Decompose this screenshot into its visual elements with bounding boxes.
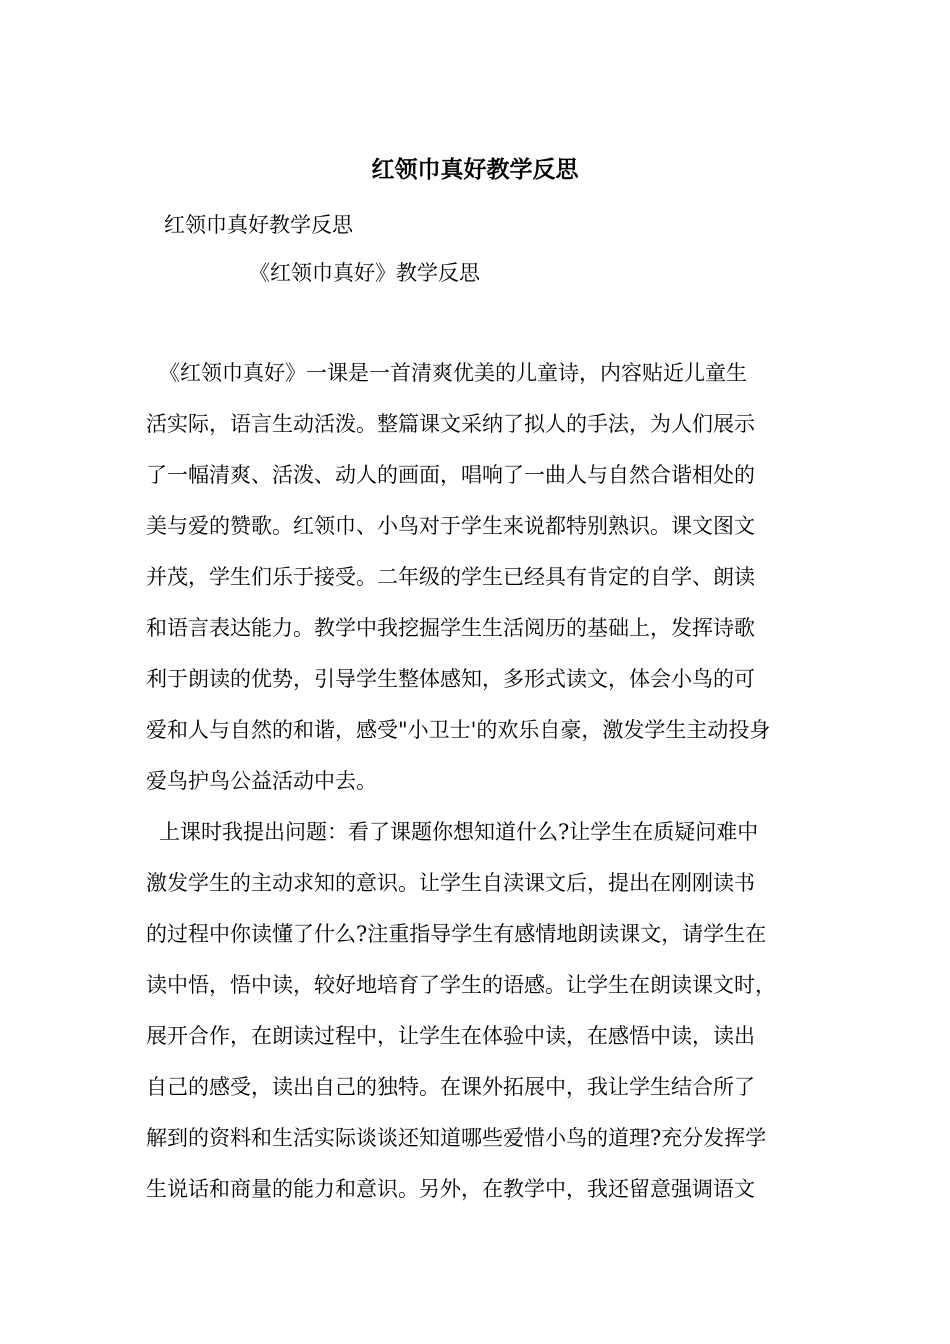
text-line: 激发学生的主动求知的意识。让学生自渎课文后，提出在刚刚读书 — [146, 871, 755, 895]
text-line: 上课时我提出问题：看了课题你想知道什么?让学生在质疑问难中 — [159, 820, 759, 844]
text-line: 生说话和商量的能力和意识。另外，在教学中，我还留意强调语文 — [146, 1177, 755, 1201]
text-line: 和语言表达能力。教学中我挖掘学生生活阅历的基础上，发挥诗歌 — [146, 616, 755, 640]
text-line: 自己的感受，读出自己的独特。在课外拓展中，我让学生结合所了 — [146, 1075, 755, 1099]
text-line: 爱鸟护鸟公益活动中去。 — [146, 769, 377, 793]
text-line: 并茂，学生们乐于接受。二年级的学生已经具有肯定的自学、朗读 — [146, 565, 755, 589]
text-line: 展开合作，在朗读过程中，让学生在体验中读，在感悟中读，读出 — [146, 1024, 755, 1048]
text-line: 《红领巾真好》一课是一首清爽优美的儿童诗，内容贴近儿童生 — [159, 361, 747, 385]
text-line: 解到的资料和生活实际谈谈还知道哪些爱惜小鸟的道理?充分发挥学 — [146, 1126, 767, 1150]
text-line: 读中悟，悟中读，较好地培育了学生的语感。让学生在朗读课文时， — [146, 973, 776, 997]
lesson-heading: 《红领巾真好》教学反思 — [249, 261, 480, 285]
document-title: 红领巾真好教学反思 — [371, 156, 579, 183]
text-line: 利于朗读的优势，引导学生整体感知，多形式读文，体会小鸟的可 — [146, 667, 755, 691]
text-line: 的过程中你读懂了什么?注重指导学生有感情地朗读课文，请学生在 — [146, 922, 767, 946]
text-line: 爱和人与自然的和谐，感受"小卫士'的欢乐自豪，激发学生主动投身 — [146, 718, 771, 742]
document-subtitle: 红领巾真好教学反思 — [164, 213, 353, 237]
body-text — [146, 357, 836, 1224]
text-line: 活实际，语言生动活泼。整篇课文采纳了拟人的手法，为人们展示 — [146, 412, 755, 436]
text-line: 了一幅清爽、活泼、动人的画面，唱响了一曲人与自然合谐相处的 — [146, 463, 755, 487]
text-line: 美与爱的赞歌。红领巾、小鸟对于学生来说都特别熟识。课文图文 — [146, 514, 755, 538]
